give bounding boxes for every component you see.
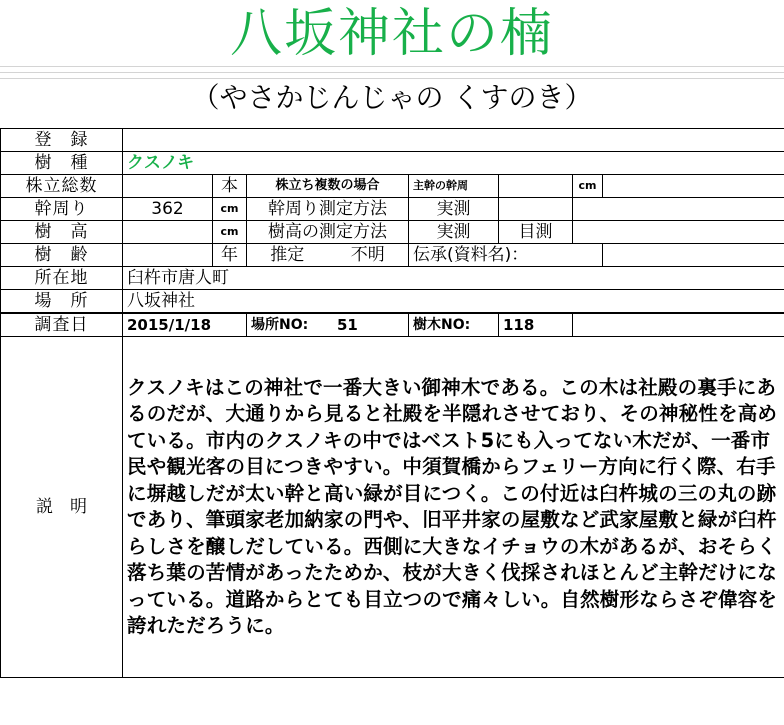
title-area (0, 0, 784, 128)
height-unit: cm (213, 221, 247, 244)
tree-record-sheet (0, 128, 784, 678)
stock-count-label: 株立総数 (1, 175, 123, 198)
empty-cell[interactable] (603, 175, 784, 198)
age-estimate-group (247, 244, 409, 267)
tree-no-value[interactable]: 118 (499, 313, 573, 337)
age-unit: 年 (213, 244, 247, 267)
height-method-label: 樹高の測定方法 (247, 221, 409, 244)
location-value[interactable]: 臼杵市唐人町 (123, 267, 784, 290)
species-value[interactable]: クスノキ (123, 152, 784, 175)
age-estimate[interactable]: 推定 (270, 245, 305, 265)
place-label: 場 所 (1, 290, 123, 314)
place-no-label: 場所NO: (251, 317, 309, 333)
row-stock-count (1, 175, 784, 198)
empty-cell[interactable] (573, 313, 784, 337)
height-value-cell[interactable] (123, 221, 213, 244)
row-survey-date (1, 313, 784, 337)
empty-cell[interactable] (603, 244, 784, 267)
species-label: 樹 種 (1, 152, 123, 175)
main-trunk-value-cell[interactable] (499, 175, 573, 198)
height-label: 樹 高 (1, 221, 123, 244)
stock-count-value-cell[interactable] (123, 175, 213, 198)
tree-no-label: 樹木NO: (409, 313, 499, 337)
stock-unit: 本 (213, 175, 247, 198)
row-location (1, 267, 784, 290)
multi-trunk-label: 株立ち複数の場合 (247, 175, 409, 198)
height-method-visual[interactable]: 目測 (499, 221, 573, 244)
girth-method-value[interactable]: 実測 (409, 198, 499, 221)
girth-method-label: 幹周り測定方法 (247, 198, 409, 221)
row-girth (1, 198, 784, 221)
empty-cell[interactable] (573, 221, 784, 244)
row-species (1, 152, 784, 175)
age-tradition[interactable]: 伝承(資料名)： (409, 244, 603, 267)
place-value[interactable]: 八坂神社 (123, 290, 784, 314)
place-no-value[interactable]: 51 (337, 316, 358, 334)
girth-unit: cm (213, 198, 247, 221)
age-label: 樹 齢 (1, 244, 123, 267)
survey-date-label: 調査日 (1, 313, 123, 337)
grid-line (0, 78, 784, 79)
description-label: 説 明 (1, 337, 123, 678)
row-registration (1, 129, 784, 152)
girth-label: 幹周り (1, 198, 123, 221)
registration-value-cell[interactable] (123, 129, 784, 152)
row-age (1, 244, 784, 267)
row-place (1, 290, 784, 314)
grid-line (0, 72, 784, 73)
row-height (1, 221, 784, 244)
empty-cell[interactable] (499, 198, 573, 221)
page-title: 八坂神社の楠 (229, 4, 554, 64)
age-unknown[interactable]: 不明 (350, 245, 385, 265)
registration-label: 登 録 (1, 129, 123, 152)
page-subtitle: （やさかじんじゃの くすのき） (191, 81, 593, 114)
empty-cell[interactable] (573, 198, 784, 221)
location-label: 所在地 (1, 267, 123, 290)
row-description (1, 337, 784, 678)
main-trunk-unit: cm (573, 175, 603, 198)
height-method-measured[interactable]: 実測 (409, 221, 499, 244)
girth-value[interactable]: 362 (123, 198, 213, 221)
main-trunk-label: 主幹の幹周 (409, 175, 499, 198)
age-value-cell[interactable] (123, 244, 213, 267)
place-no-group (247, 313, 409, 337)
grid-line (0, 66, 784, 67)
description-text[interactable]: クスノキはこの神社で一番大きい御神木である。この木は社殿の裏手にあるのだが、大通りから見ると社殿を半隠れさせており、その神秘性を高めている。市内のクスノキの中ではベスト5にも入ってない木だが、一番市民や観光客の目につきやすい。中須賀橋からフェリー方向に行く際、右手に塀越しだが太い幹と高い緑が目につく。この付近は臼杵城の三の丸の跡であり、筆頭家老加納家の門や、旧平井家の屋敷など武家屋敷と緑が臼杵らしさを醸しだしている。西側に大きなイチョウの木があるが、おそらく落ち葉の苦情があったためか、枝が大きく伐採されほとんど主幹だけになっている。道路からとても目立つので痛々しい。自然樹形ならさぞ偉容を誇れただろうに。 (123, 337, 784, 678)
survey-date-value[interactable]: 2015/1/18 (123, 313, 247, 337)
